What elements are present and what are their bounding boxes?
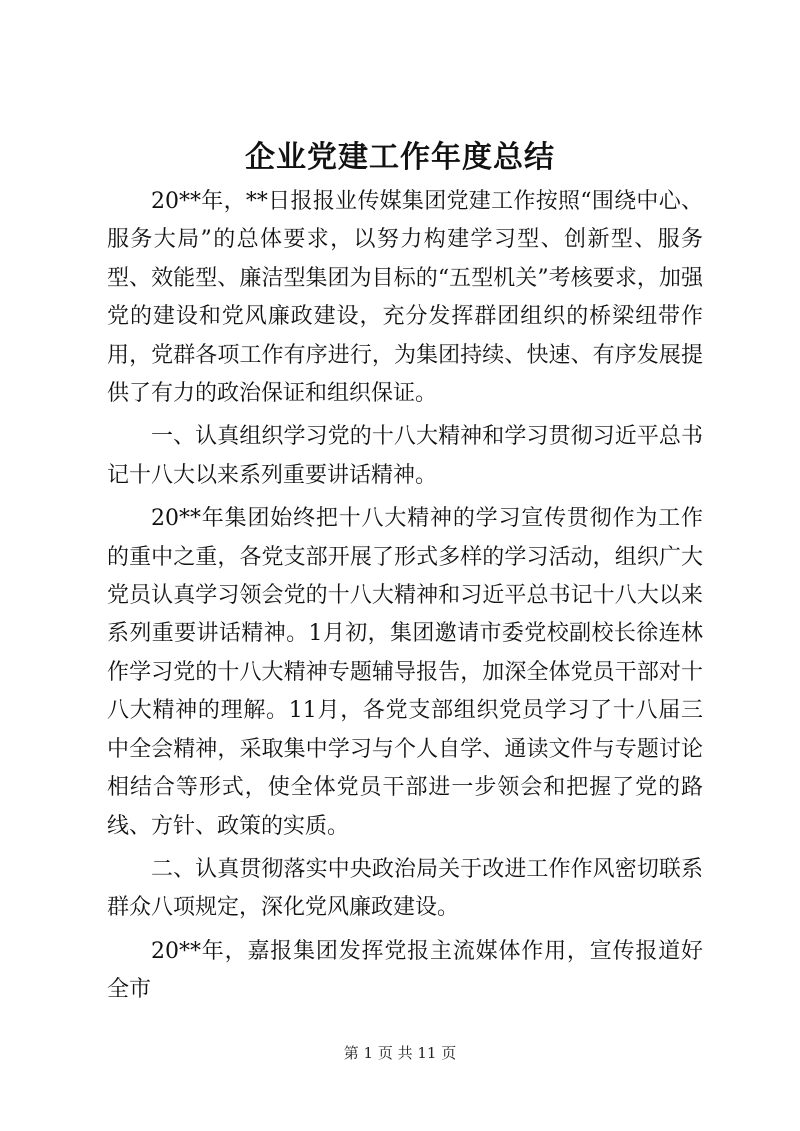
- paragraph-section-2: 20**年，嘉报集团发挥党报主流媒体作用，宣传报道好全市: [107, 938, 703, 1003]
- paragraph-section-1: 20**年集团始终把十八大精神的学习宣传贯彻作为工作的重中之重，各党支部开展了形式多样的学习活动，组织广大党员认真学习领会党的十八大精神和习近平总书记十八大以来系列重要讲话精神。1月初，集团邀请市委党校副校长徐连林作学习党的十八大精神专题辅导报告，加深全体党员干部对十八大精神的理解。11月，各党支部组织党员学习了十八届三中全会精神，采取集中学习与个人自学、通读文件与专题讨论相结合等形式，使全体党员干部进一步领会和把握了党的路线、方针、政策的实质。: [107, 506, 703, 839]
- document-body: [107, 183, 703, 1015]
- page-footer: 第 1 页 共 11 页: [343, 1044, 457, 1062]
- document-title: 企业党建工作年度总结: [245, 140, 555, 175]
- paragraph-intro: 20**年，**日报报业传媒集团党建工作按照“围绕中心、服务大局”的总体要求，以努力构建学习型、创新型、服务型、效能型、廉洁型集团为目标的“五型机关”考核要求，加强党的建设和党风廉政建设，充分发挥群团组织的桥梁纽带作用，党群各项工作有序进行，为集团持续、快速、有序发展提供了有力的政治保证和组织保证。: [107, 189, 703, 407]
- section-heading-2: 二、认真贯彻落实中央政治局关于改进工作作风密切联系群众八项规定，深化党风廉政建设。: [107, 856, 703, 921]
- section-heading-1: 一、认真组织学习党的十八大精神和学习贯彻习近平总书记十八大以来系列重要讲话精神。: [107, 424, 703, 488]
